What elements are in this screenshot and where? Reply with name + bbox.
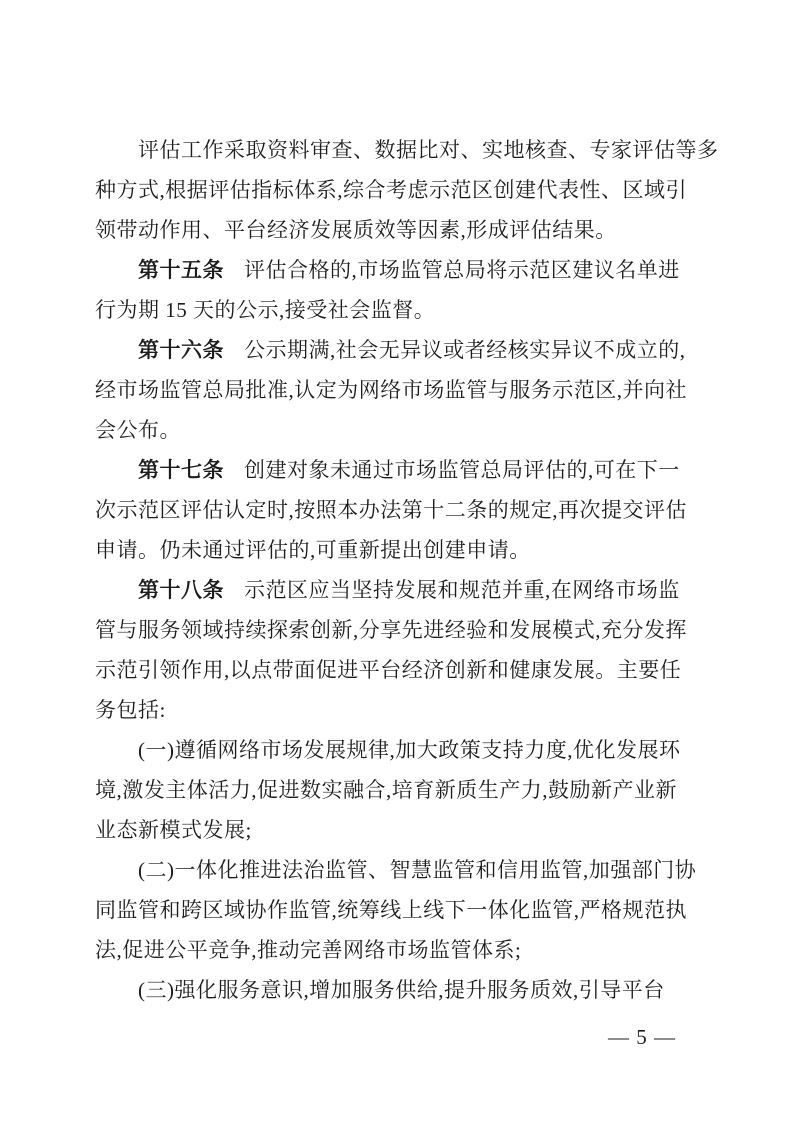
text-line bbox=[95, 490, 711, 530]
text-line bbox=[95, 770, 711, 810]
text-line bbox=[95, 810, 711, 850]
text-line bbox=[95, 650, 711, 690]
line-text: 行为期 15 天的公示,接受社会监督。 bbox=[95, 298, 436, 322]
text-line bbox=[95, 450, 711, 490]
text-line bbox=[95, 410, 711, 450]
line-text: 经市场监管总局批准,认定为网络市场监管与服务示范区,并向社 bbox=[95, 378, 687, 402]
text-line bbox=[95, 130, 719, 170]
article-number-heading: 第十六条 bbox=[138, 339, 224, 362]
document-body bbox=[95, 130, 719, 1010]
line-text: 申请。仍未通过评估的,可重新提出创建申请。 bbox=[95, 538, 531, 562]
line-text: 业态新模式发展; bbox=[95, 818, 252, 842]
line-text: 创建对象未通过市场监管总局评估的,可在下一 bbox=[244, 458, 680, 482]
text-line bbox=[95, 170, 711, 210]
line-text: 评估工作采取资料审查、数据比对、实地核查、专家评估等多 bbox=[138, 138, 719, 162]
line-text: 领带动作用、平台经济发展质效等因素,形成评估结果。 bbox=[95, 218, 617, 242]
line-text: (三)强化服务意识,增加服务供给,提升服务质效,引导平台 bbox=[138, 978, 665, 1002]
text-line bbox=[95, 370, 711, 410]
line-text: (一)遵循网络市场发展规律,加大政策支持力度,优化发展环 bbox=[138, 738, 681, 762]
line-text: 同监管和跨区域协作监管,统筹线上线下一体化监管,严格规范执 bbox=[95, 898, 687, 922]
text-line bbox=[95, 330, 711, 370]
line-text: 评估合格的,市场监管总局将示范区建议名单进 bbox=[244, 258, 680, 282]
text-line bbox=[95, 570, 711, 610]
article-number-heading: 第十七条 bbox=[138, 459, 224, 482]
text-line bbox=[95, 530, 711, 570]
line-text: 会公布。 bbox=[95, 418, 181, 442]
text-line bbox=[95, 890, 711, 930]
article-number-heading: 第十五条 bbox=[138, 259, 224, 282]
line-text: 法,促进公平竞争,推动完善网络市场监管体系; bbox=[95, 938, 522, 962]
text-line bbox=[95, 210, 711, 250]
line-text: 境,激发主体活力,促进数实融合,培育新质生产力,鼓励新产业新 bbox=[95, 778, 677, 802]
line-text: 管与服务领域持续探索创新,分享先进经验和发展模式,充分发挥 bbox=[95, 618, 687, 642]
line-text: 务包括: bbox=[95, 698, 166, 722]
text-line bbox=[95, 610, 711, 650]
line-text: 公示期满,社会无异议或者经核实异议不成立的, bbox=[244, 338, 686, 362]
text-line bbox=[95, 690, 711, 730]
line-text: 次示范区评估认定时,按照本办法第十二条的规定,再次提交评估 bbox=[95, 498, 687, 522]
article-number-heading: 第十八条 bbox=[138, 579, 224, 602]
text-line bbox=[95, 290, 711, 330]
line-text: 种方式,根据评估指标体系,综合考虑示范区创建代表性、区域引 bbox=[95, 178, 687, 202]
line-text: 示范区应当坚持发展和规范并重,在网络市场监 bbox=[244, 578, 680, 602]
text-line bbox=[95, 850, 711, 890]
line-text: 示范引领作用,以点带面促进平台经济创新和健康发展。主要任 bbox=[95, 658, 682, 682]
text-line bbox=[95, 970, 711, 1010]
text-line bbox=[95, 730, 711, 770]
text-line bbox=[95, 250, 711, 290]
page-number: — 5 — bbox=[608, 1025, 676, 1049]
line-text: (二)一体化推进法治监管、智慧监管和信用监管,加强部门协 bbox=[138, 858, 697, 882]
text-line bbox=[95, 930, 711, 970]
